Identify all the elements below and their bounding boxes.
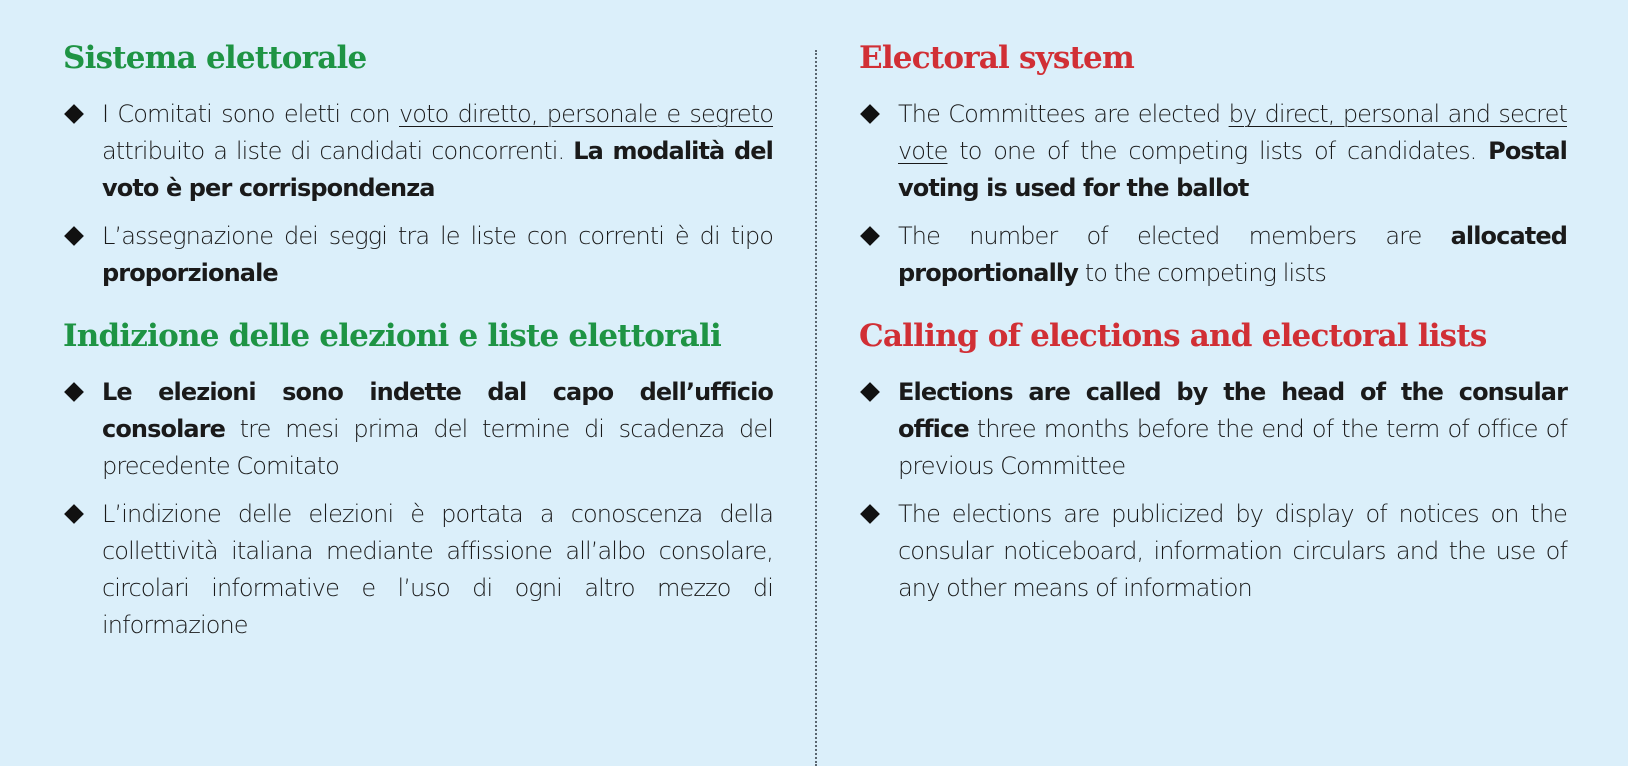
list-item xyxy=(859,96,1567,207)
column-divider xyxy=(815,50,817,766)
item-text: L’assegnazione dei seggi tra le liste con correnti è di tipo xyxy=(102,222,773,250)
item-bold-text: La modalità del voto è per corrispondenza xyxy=(102,137,773,202)
item-text: The elections are publicized by display of notices on the consular noticeboard, information circulars and the use of any other means of information xyxy=(898,500,1567,602)
item-bold-text: Elections are called by the head of the consular office xyxy=(898,378,1567,443)
item-text: L’indizione delle elezioni è portata a conoscenza della collettività italiana mediante affissione all’albo consolare, circolari informative e l’uso di ogni altro mezzo di informazione xyxy=(102,500,773,639)
bullet-list xyxy=(859,374,1567,607)
section-heading-electoral-system: Electoral system xyxy=(859,40,1134,76)
diamond-bullet-icon xyxy=(64,504,84,524)
list-item xyxy=(859,218,1567,292)
item-bold-text: allocated proportionally xyxy=(898,222,1567,287)
item-bold-text: proporzionale xyxy=(102,259,278,287)
section-heading-calling-of-elections: Calling of elections and electoral lists xyxy=(859,318,1487,354)
list-item xyxy=(859,496,1567,607)
item-bold-text: Postal voting is used for the ballot xyxy=(898,137,1567,202)
item-underlined-text: by direct, personal and secret vote xyxy=(898,100,1567,165)
item-text: tre mesi prima del termine di scadenza del precedente Comitato xyxy=(102,415,773,480)
bullet-list xyxy=(63,374,773,644)
item-underlined-text: voto diretto, personale e segreto xyxy=(399,100,774,128)
diamond-bullet-icon xyxy=(860,104,880,124)
bullet-list xyxy=(63,96,773,292)
item-text: three months before the end of the term of office of previous Committee xyxy=(898,415,1567,480)
bullet-list xyxy=(859,96,1567,292)
item-bold-text: Le elezioni sono indette dal capo dell’ufficio consolare xyxy=(102,378,773,443)
italian-column xyxy=(63,40,773,655)
english-column xyxy=(859,40,1567,618)
item-text: I Comitati sono eletti con xyxy=(102,100,399,128)
list-item xyxy=(63,374,773,485)
diamond-bullet-icon xyxy=(64,104,84,124)
item-text: The Committees are elected xyxy=(898,100,1229,128)
diamond-bullet-icon xyxy=(860,226,880,246)
diamond-bullet-icon xyxy=(860,382,880,402)
diamond-bullet-icon xyxy=(64,226,84,246)
list-item xyxy=(63,96,773,207)
diamond-bullet-icon xyxy=(860,504,880,524)
list-item xyxy=(63,218,773,292)
item-text: The number of elected members are xyxy=(898,222,1451,250)
diamond-bullet-icon xyxy=(64,382,84,402)
section-heading-sistema-elettorale: Sistema elettorale xyxy=(63,40,367,76)
list-item xyxy=(859,374,1567,485)
item-text: to the competing lists xyxy=(1077,259,1326,287)
item-text: to one of the competing lists of candidates. xyxy=(947,137,1489,165)
section-heading-indizione: Indizione delle elezioni e liste elettorali xyxy=(63,318,721,354)
list-item xyxy=(63,496,773,644)
item-text: attribuito a liste di candidati concorrenti. xyxy=(102,137,574,165)
